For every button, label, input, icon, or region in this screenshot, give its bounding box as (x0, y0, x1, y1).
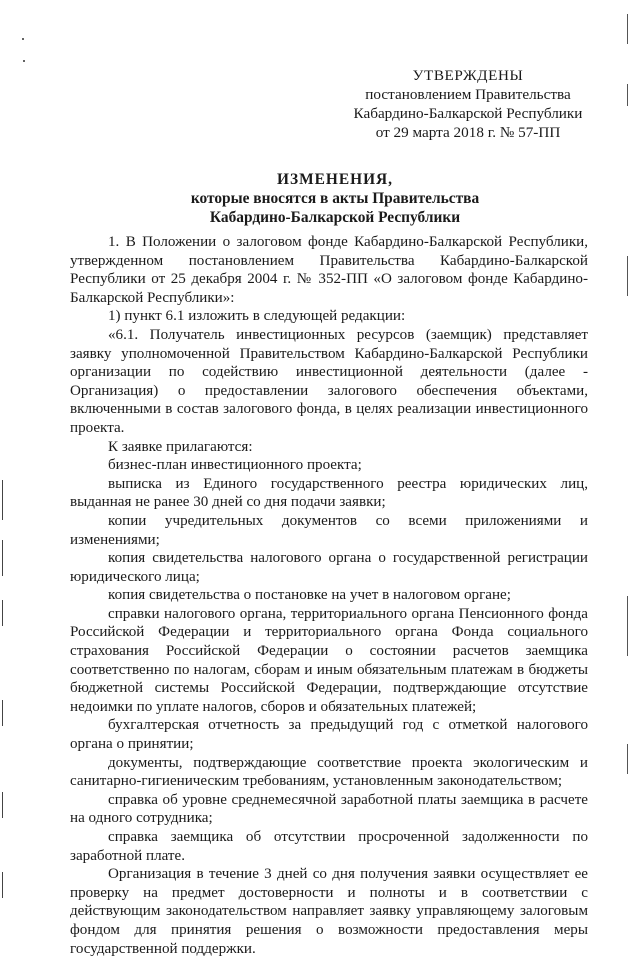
paragraph: 1. В Положении о залоговом фонде Кабардино-Балкарской Республики, утвержденном постановлением Правительства Кабардино-Балкарской Республики от 25 декабря 2004 г. № 352-ПП «О залоговом фонде Кабардино-Балкарской Республики»: (70, 234, 588, 306)
scan-edge-line (2, 480, 3, 520)
paragraph: «6.1. Получатель инвестиционных ресурсов (заемщик) представляет заявку уполномоченной Правительством Кабардино-Балкарской Республики организации по содействию инвестиционной деятельности (далее - Организация) о предоставлении залогового обеспечения объектами, включенными в состав залогового фонда, в целях реализации инвестиционного проекта. (70, 326, 588, 436)
document-heading (70, 170, 600, 227)
approval-stamp-block (348, 66, 588, 142)
paragraph: справка заемщика об отсутствии просроченной задолженности по заработной плате. (70, 829, 588, 864)
paragraph: 1) пункт 6.1 изложить в следующей редакции: (108, 308, 406, 325)
paragraph: выписка из Единого государственного реестра юридических лиц, выданная не ранее 30 дней со дня подачи заявки; (70, 475, 588, 511)
paragraph: документы, подтверждающие соответствие проекта экологическим и санитарно-гигиеническим требованиям, установленным законодательством; (70, 754, 588, 790)
scan-edge-line (627, 84, 628, 106)
scan-edge-line (2, 792, 3, 818)
paragraph: копии учредительных документов со всеми приложениями и изменениями; (70, 512, 588, 548)
document-body (70, 233, 588, 958)
scan-edge-line (2, 700, 3, 726)
paragraph: К заявке прилагаются: (108, 438, 253, 455)
approval-line: Кабардино-Балкарской Республики (353, 105, 583, 122)
paragraph: Организация в течение 3 дней со дня получения заявки осуществляет ее проверку на предмет достоверности и полноты и в соответствии с действующим законодательством направляет заявку управляющему залоговым фондом для принятия решения о возможности предоставления меры государственной поддержки. (70, 866, 588, 957)
paragraph: копия свидетельства налогового органа о государственной регистрации юридического лица; (70, 550, 588, 585)
scan-speck (22, 38, 24, 40)
approval-line: постановлением Правительства (365, 86, 571, 103)
heading-line: Кабардино-Балкарской Республики (209, 209, 461, 226)
scan-edge-line (627, 744, 628, 774)
heading-line: которые вносятся в акты Правительства (190, 190, 480, 207)
approval-line: от 29 марта 2018 г. № 57-ПП (375, 124, 561, 141)
scan-edge-line (2, 872, 3, 898)
heading-title: ИЗМЕНЕНИЯ, (276, 171, 394, 188)
paragraph: бизнес-план инвестиционного проекта; (108, 457, 362, 474)
scan-edge-line (2, 600, 3, 626)
scan-edge-line (627, 256, 628, 296)
approval-title: УТВЕРЖДЕНЫ (412, 67, 524, 84)
scan-edge-line (2, 540, 3, 576)
scan-edge-line (627, 596, 628, 656)
paragraph: копия свидетельства о постановке на учет в налоговом органе; (108, 587, 511, 604)
scan-edge-line (627, 14, 628, 44)
paragraph: бухгалтерская отчетность за предыдущий год с отметкой налогового органа о принятии; (70, 717, 588, 753)
paragraph: справка об уровне среднемесячной заработной платы заемщика в расчете на одного сотрудника; (70, 791, 588, 827)
paragraph: справки налогового органа, территориального органа Пенсионного фонда Российской Федерации и территориального органа Фонда социального страхования Российской Федерации о состоянии расчетов заемщика соответственно по налогам, сборам и иным обязательным платежам в бюджеты бюджетной системы Российской Федерации, подтверждающие отсутствие недоимки по уплате налогов, сборов и обязательных платежей; (70, 605, 588, 715)
scan-speck (23, 60, 25, 62)
